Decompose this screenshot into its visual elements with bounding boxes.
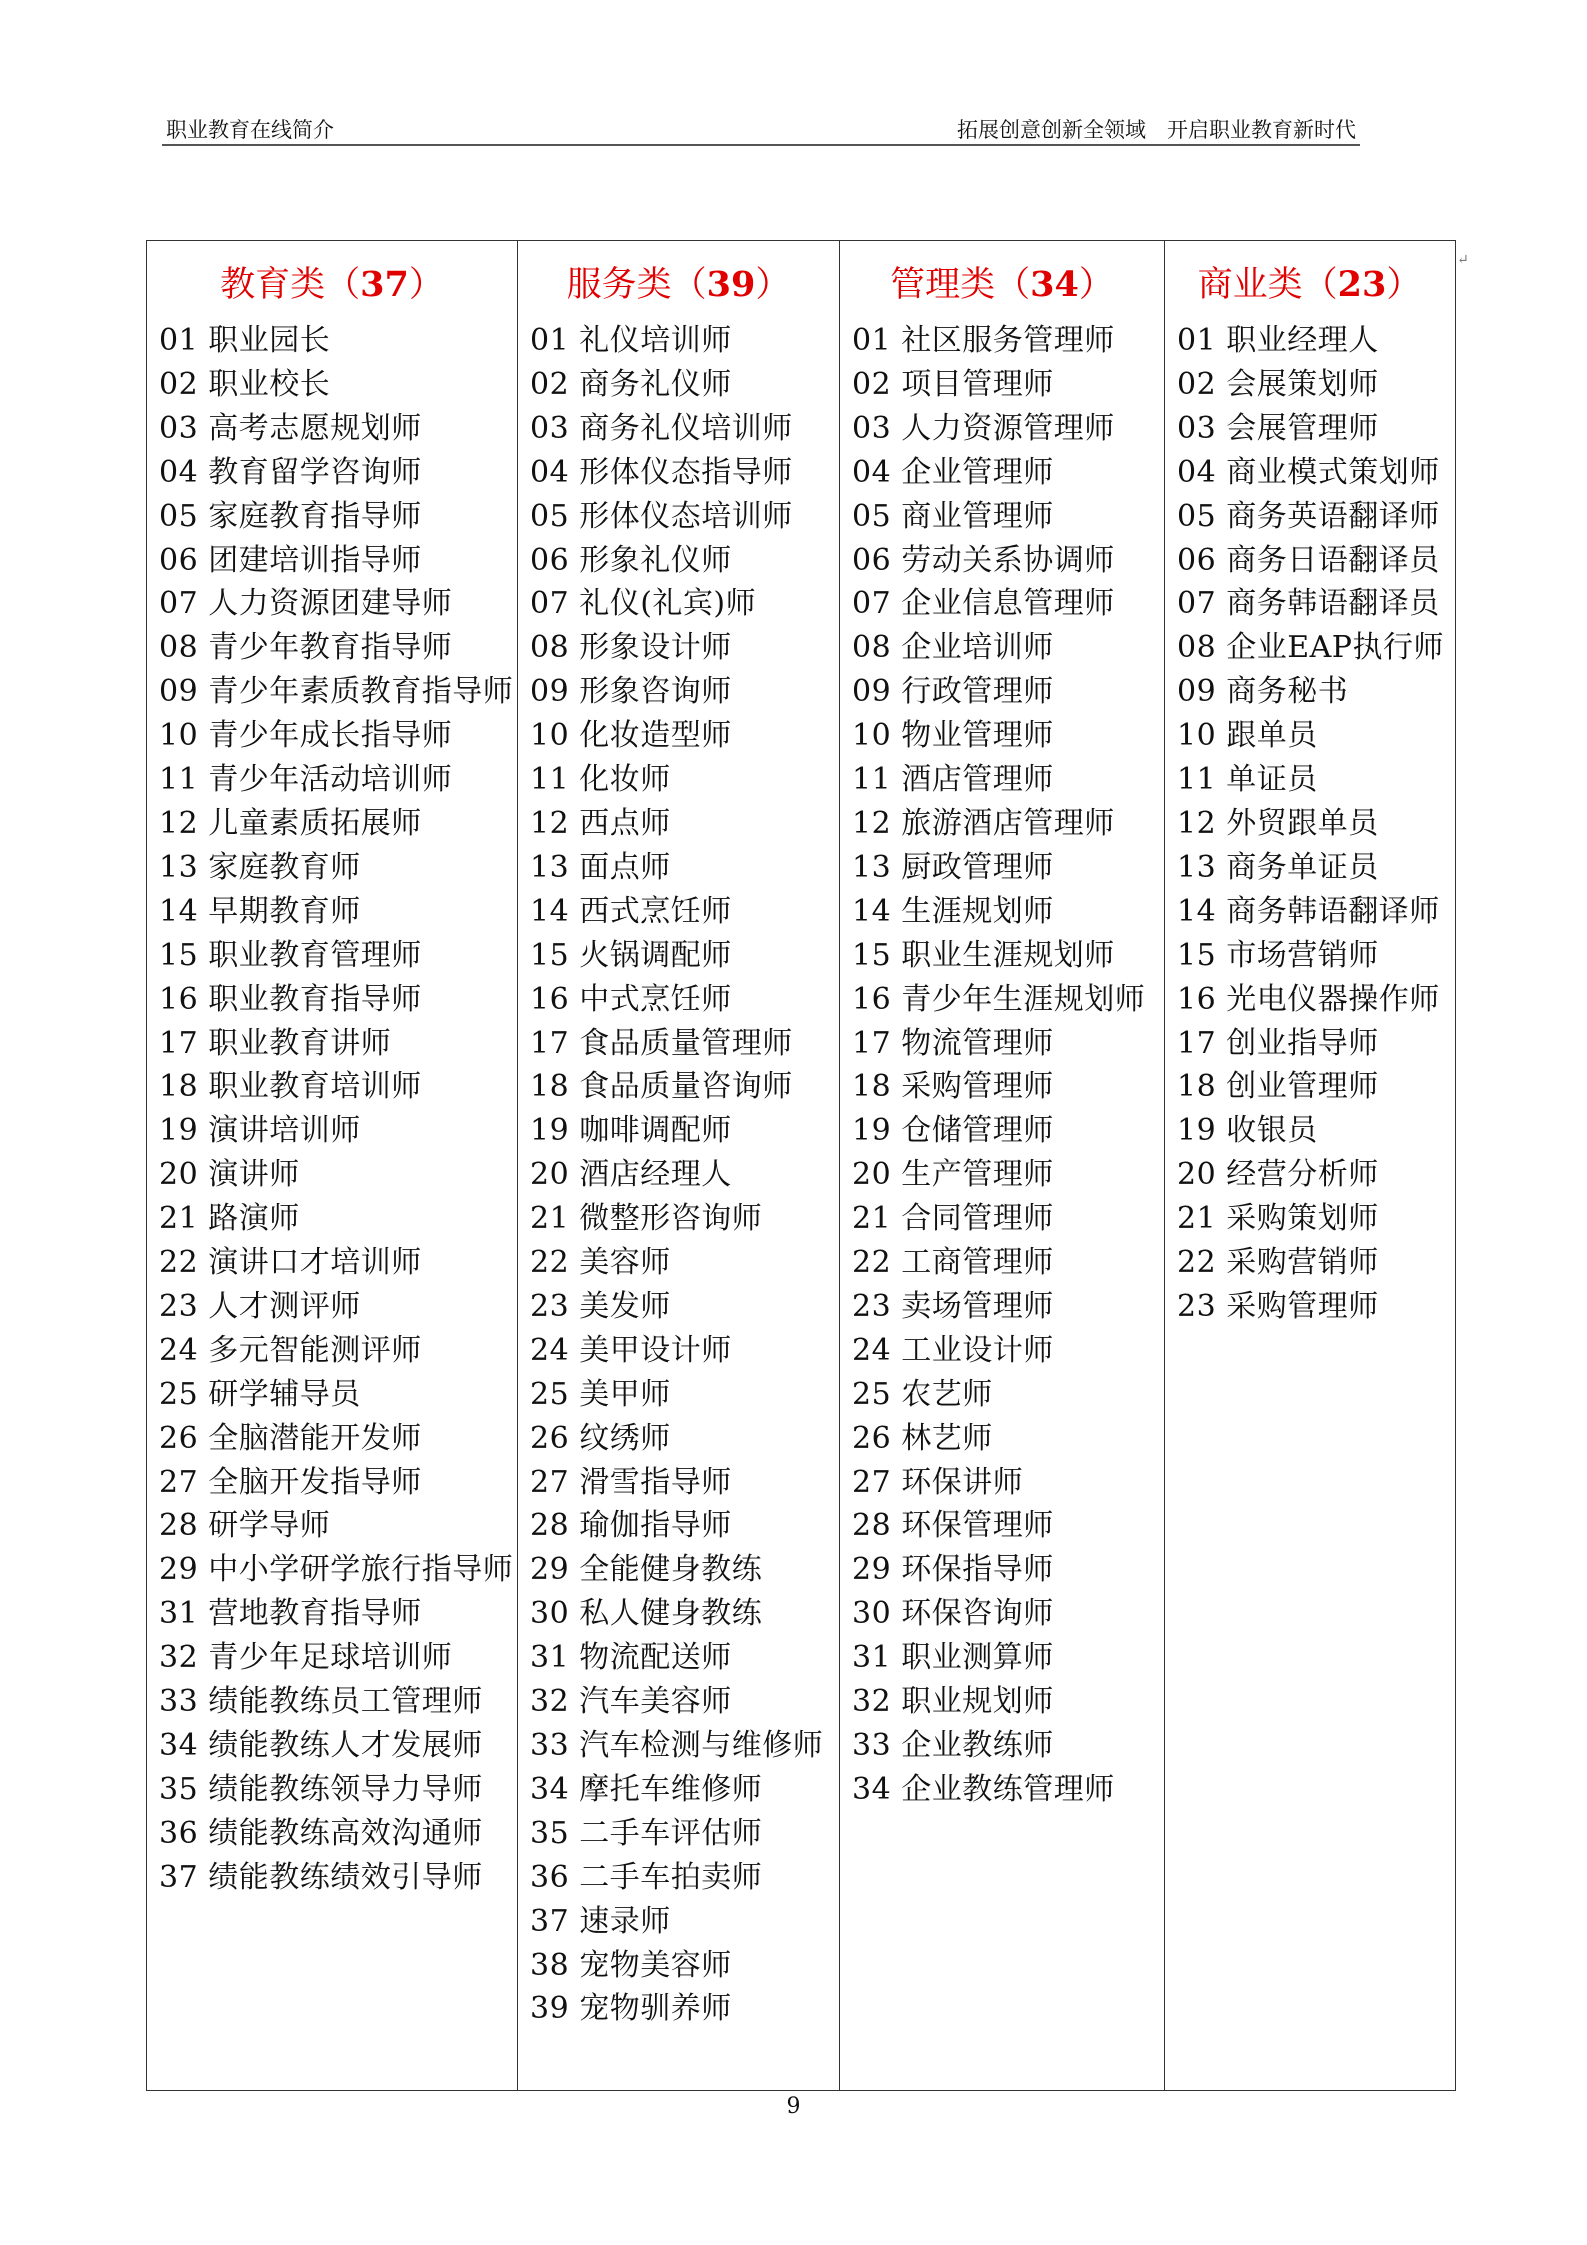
list-item: 09 行政管理师 (852, 674, 1054, 710)
paragraph-mark: ↵ (1457, 252, 1469, 268)
list-item: 37 速录师 (530, 1903, 671, 1939)
list-item: 03 商务礼仪培训师 (530, 410, 793, 446)
list-item: 19 收银员 (1177, 1113, 1318, 1149)
list-item: 04 企业管理师 (852, 454, 1054, 490)
column-business (1164, 241, 1454, 2090)
list-item: 24 多元智能测评师 (159, 1332, 422, 1368)
list-item: 15 火锅调配师 (530, 937, 732, 973)
list-item: 22 采购营销师 (1177, 1245, 1379, 1281)
list-item: 08 企业培训师 (852, 630, 1054, 666)
list-item: 18 食品质量咨询师 (530, 1069, 793, 1105)
list-item: 39 宠物驯养师 (530, 1991, 732, 2027)
list-item: 27 滑雪指导师 (530, 1464, 732, 1500)
list-item: 14 早期教育师 (159, 893, 361, 929)
list-item: 26 林艺师 (852, 1420, 993, 1456)
list-item: 10 物业管理师 (852, 718, 1054, 754)
item-list (518, 309, 839, 2031)
list-item: 12 旅游酒店管理师 (852, 805, 1115, 841)
list-item: 05 商务英语翻译师 (1177, 498, 1440, 534)
list-item: 06 劳动关系协调师 (852, 542, 1115, 578)
list-item: 31 营地教育指导师 (159, 1596, 422, 1632)
list-item: 05 家庭教育指导师 (159, 498, 422, 534)
list-item: 13 厨政管理师 (852, 849, 1054, 885)
column-education (147, 241, 517, 2090)
list-item: 06 形象礼仪师 (530, 542, 732, 578)
list-item: 01 礼仪培训师 (530, 323, 732, 358)
list-item: 24 工业设计师 (852, 1332, 1054, 1368)
list-item: 18 职业教育培训师 (159, 1069, 422, 1105)
list-item: 07 商务韩语翻译员 (1177, 586, 1440, 622)
item-list (1165, 309, 1454, 1329)
list-item: 35 二手车评估师 (530, 1815, 763, 1851)
list-item: 17 职业教育讲师 (159, 1025, 392, 1061)
list-item: 03 会展管理师 (1177, 410, 1379, 446)
list-item: 29 环保指导师 (852, 1552, 1054, 1588)
list-item: 04 形体仪态指导师 (530, 454, 793, 490)
list-item: 33 绩能教练员工管理师 (159, 1684, 483, 1720)
list-item: 27 全脑开发指导师 (159, 1464, 422, 1500)
list-item: 14 生涯规划师 (852, 893, 1054, 929)
list-item: 25 研学辅导员 (159, 1376, 361, 1412)
list-item: 28 环保管理师 (852, 1508, 1054, 1544)
list-item: 22 工商管理师 (852, 1245, 1054, 1281)
list-item: 16 中式烹饪师 (530, 981, 732, 1017)
list-item: 10 化妆造型师 (530, 718, 732, 754)
page-number: 9 (786, 2094, 801, 2119)
column-management (839, 241, 1164, 2090)
list-item: 28 瑜伽指导师 (530, 1508, 732, 1544)
list-item: 23 美发师 (530, 1288, 671, 1324)
list-item: 28 研学导师 (159, 1508, 331, 1544)
list-item: 11 化妆师 (530, 762, 671, 798)
list-item: 23 人才测评师 (159, 1288, 361, 1324)
list-item: 21 采购策划师 (1177, 1201, 1379, 1237)
list-item: 10 跟单员 (1177, 718, 1318, 754)
list-item: 23 采购管理师 (1177, 1288, 1379, 1324)
list-item: 38 宠物美容师 (530, 1947, 732, 1983)
list-item: 04 商业模式策划师 (1177, 454, 1440, 490)
list-item: 22 美容师 (530, 1245, 671, 1281)
profession-table (146, 240, 1456, 2091)
list-item: 02 商务礼仪师 (530, 366, 732, 402)
column-service (517, 241, 839, 2090)
list-item: 26 纹绣师 (530, 1420, 671, 1456)
list-item: 03 人力资源管理师 (852, 410, 1115, 446)
list-item: 27 环保讲师 (852, 1464, 1024, 1500)
list-item: 07 企业信息管理师 (852, 586, 1115, 622)
list-item: 23 卖场管理师 (852, 1288, 1054, 1324)
list-item: 09 形象咨询师 (530, 674, 732, 710)
list-item: 29 全能健身教练 (530, 1552, 763, 1588)
list-item: 17 食品质量管理师 (530, 1025, 793, 1061)
list-item: 02 职业校长 (159, 366, 331, 402)
list-item: 19 仓储管理师 (852, 1113, 1054, 1149)
list-item: 05 商业管理师 (852, 498, 1054, 534)
list-item: 01 职业经理人 (1177, 323, 1379, 358)
list-item: 08 企业EAP执行师 (1177, 630, 1444, 666)
list-item: 37 绩能教练绩效引导师 (159, 1859, 483, 1895)
list-item: 15 职业教育管理师 (159, 937, 422, 973)
list-item: 14 商务韩语翻译师 (1177, 893, 1440, 929)
list-item: 11 青少年活动培训师 (159, 762, 453, 798)
list-item: 36 绩能教练高效沟通师 (159, 1815, 483, 1851)
list-item: 13 面点师 (530, 849, 671, 885)
list-item: 15 市场营销师 (1177, 937, 1379, 973)
list-item: 12 西点师 (530, 805, 671, 841)
list-item: 35 绩能教练领导力导师 (159, 1771, 483, 1807)
list-item: 25 美甲师 (530, 1376, 671, 1412)
list-item: 21 路演师 (159, 1201, 300, 1237)
list-item: 20 酒店经理人 (530, 1157, 732, 1193)
page-header (162, 112, 1360, 146)
list-item: 24 美甲设计师 (530, 1332, 732, 1368)
list-item: 16 职业教育指导师 (159, 981, 422, 1017)
list-item: 14 西式烹饪师 (530, 893, 732, 929)
list-item: 11 酒店管理师 (852, 762, 1054, 798)
list-item: 13 商务单证员 (1177, 849, 1379, 885)
item-list (840, 309, 1164, 1812)
list-item: 18 采购管理师 (852, 1069, 1054, 1105)
column-heading: 教育类（37） (220, 264, 444, 305)
list-item: 20 经营分析师 (1177, 1157, 1379, 1193)
list-item: 34 摩托车维修师 (530, 1771, 763, 1807)
column-heading: 商业类（23） (1197, 264, 1422, 305)
list-item: 21 微整形咨询师 (530, 1201, 763, 1237)
list-item: 25 农艺师 (852, 1376, 993, 1412)
list-item: 03 高考志愿规划师 (159, 410, 422, 446)
list-item: 16 光电仪器操作师 (1177, 981, 1440, 1017)
list-item: 13 家庭教育师 (159, 849, 361, 885)
list-item: 34 绩能教练人才发展师 (159, 1728, 483, 1763)
list-item: 17 创业指导师 (1177, 1025, 1379, 1061)
list-item: 04 教育留学咨询师 (159, 454, 422, 490)
list-item: 08 形象设计师 (530, 630, 732, 666)
list-item: 32 汽车美容师 (530, 1684, 732, 1720)
list-item: 21 合同管理师 (852, 1201, 1054, 1237)
list-item: 29 中小学研学旅行指导师 (159, 1552, 514, 1588)
list-item: 20 演讲师 (159, 1157, 300, 1193)
list-item: 07 人力资源团建导师 (159, 586, 453, 622)
list-item: 12 儿童素质拓展师 (159, 805, 422, 841)
list-item: 17 物流管理师 (852, 1025, 1054, 1061)
list-item: 31 物流配送师 (530, 1640, 732, 1676)
list-item: 33 汽车检测与维修师 (530, 1728, 824, 1763)
list-item: 36 二手车拍卖师 (530, 1859, 763, 1895)
list-item: 11 单证员 (1177, 762, 1318, 798)
list-item: 05 形体仪态培训师 (530, 498, 793, 534)
list-item: 31 职业测算师 (852, 1640, 1054, 1676)
list-item: 01 职业园长 (159, 323, 331, 358)
list-item: 09 青少年素质教育指导师 (159, 674, 514, 710)
header-right-slogan: 拓展创意创新全领域 开启职业教育新时代 (957, 118, 1356, 142)
list-item: 10 青少年成长指导师 (159, 718, 453, 754)
header-left-title: 职业教育在线简介 (166, 118, 334, 142)
column-heading: 服务类（39） (566, 264, 791, 305)
item-list (147, 309, 517, 1900)
list-item: 22 演讲口才培训师 (159, 1245, 422, 1281)
list-item: 26 全脑潜能开发师 (159, 1420, 422, 1456)
list-item: 32 职业规划师 (852, 1684, 1054, 1720)
list-item: 32 青少年足球培训师 (159, 1640, 453, 1676)
list-item: 18 创业管理师 (1177, 1069, 1379, 1105)
list-item: 15 职业生涯规划师 (852, 937, 1115, 973)
list-item: 12 外贸跟单员 (1177, 805, 1379, 841)
list-item: 02 项目管理师 (852, 366, 1054, 402)
list-item: 07 礼仪(礼宾)师 (530, 586, 757, 622)
list-item: 20 生产管理师 (852, 1157, 1054, 1193)
list-item: 30 环保咨询师 (852, 1596, 1054, 1632)
list-item: 08 青少年教育指导师 (159, 630, 453, 666)
list-item: 02 会展策划师 (1177, 366, 1379, 402)
list-item: 09 商务秘书 (1177, 674, 1349, 710)
list-item: 16 青少年生涯规划师 (852, 981, 1146, 1017)
list-item: 33 企业教练师 (852, 1728, 1054, 1763)
list-item: 19 演讲培训师 (159, 1113, 361, 1149)
list-item: 30 私人健身教练 (530, 1596, 763, 1632)
column-heading: 管理类（34） (890, 264, 1114, 305)
list-item: 01 社区服务管理师 (852, 323, 1115, 358)
list-item: 34 企业教练管理师 (852, 1771, 1115, 1807)
list-item: 06 团建培训指导师 (159, 542, 422, 578)
list-item: 19 咖啡调配师 (530, 1113, 732, 1149)
list-item: 06 商务日语翻译员 (1177, 542, 1440, 578)
